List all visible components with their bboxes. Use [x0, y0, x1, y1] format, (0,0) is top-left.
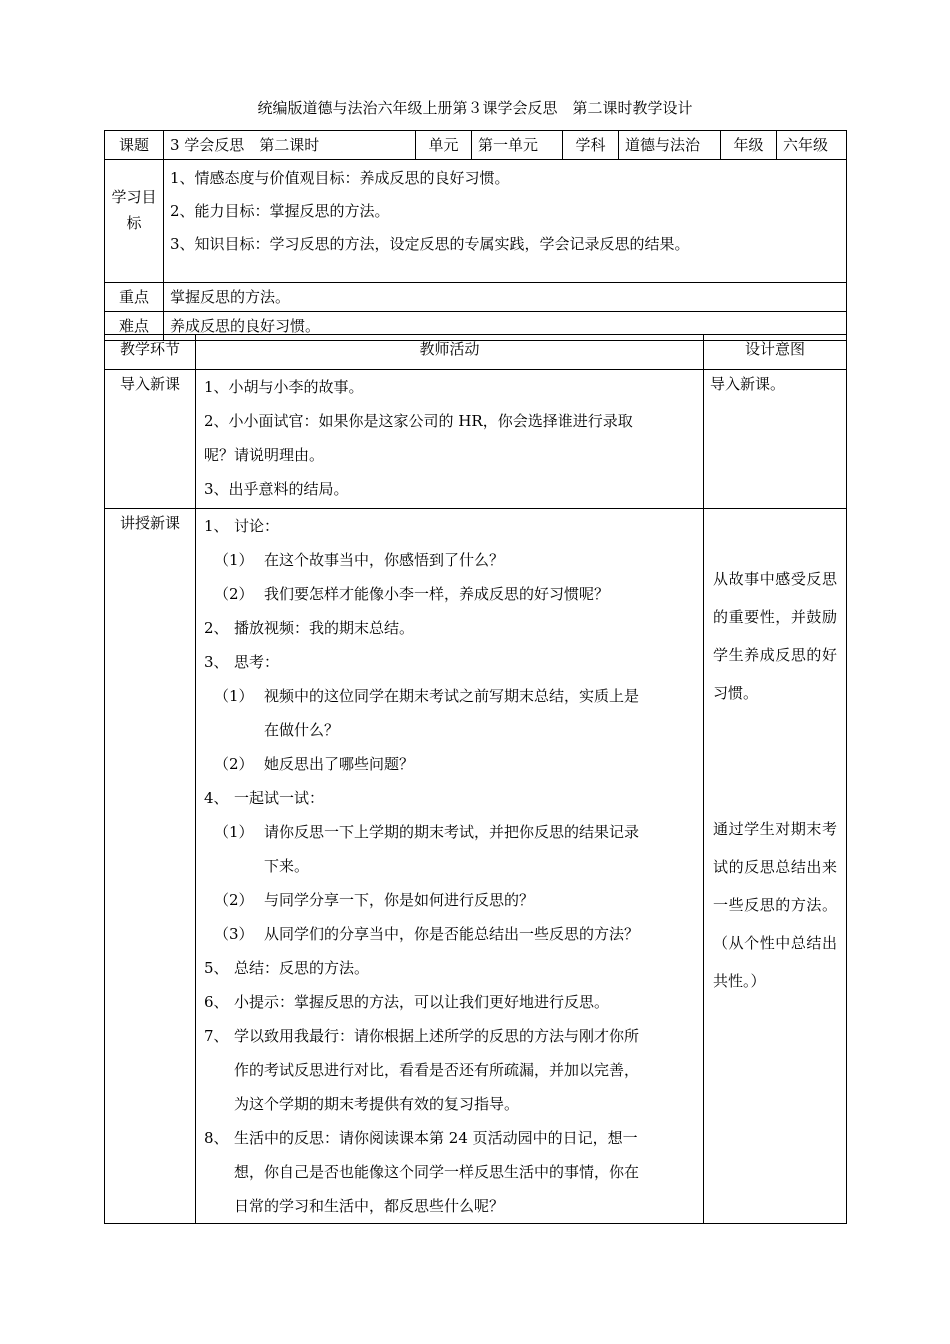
goals-cell — [164, 160, 847, 283]
difficulty-value: 养成反思的良好习惯。 — [164, 312, 847, 341]
topic-value: 3 学会反思 第二课时 — [164, 131, 416, 160]
lesson-activity — [196, 509, 704, 1224]
goals-row — [105, 160, 847, 283]
grade-value: 六年级 — [777, 131, 847, 160]
list-item: 7、 学以致用我最行：请你根据上述所学的反思的方法与刚才你所 — [204, 1027, 640, 1045]
activity-header: 教师活动 — [196, 335, 704, 370]
sub-item-continued: 在做什么？ — [264, 721, 340, 739]
grade-label: 年级 — [721, 131, 777, 160]
intent-paragraph: 通过学生对期末考试的反思总结出来一些反思的方法。（从个性中总结出共性。） — [713, 820, 837, 990]
intent-paragraph: 从故事中感受反思的重要性，并鼓励学生养成反思的好习惯。 — [713, 570, 837, 702]
key-point-row — [105, 283, 847, 312]
key-point-label: 重点 — [105, 283, 164, 312]
list-item: 6、 小提示：掌握反思的方法，可以让我们更好地进行反思。 — [204, 993, 610, 1011]
list-item: 1、 讨论： — [204, 517, 280, 535]
sub-item: （1） 请你反思一下上学期的期末考试，并把你反思的结果记录 — [214, 823, 640, 841]
intro-stage: 导入新课 — [105, 370, 196, 509]
sub-item: （1） 在这个故事当中，你感悟到了什么？ — [214, 551, 505, 569]
list-item: 8、 生活中的反思：请你阅读课本第 24 页活动园中的日记，想一 — [204, 1129, 638, 1147]
goals-label: 学习目标 — [105, 160, 164, 283]
list-item: 5、 总结：反思的方法。 — [204, 959, 370, 977]
info-row — [105, 131, 847, 160]
goal-item: 2、能力目标：掌握反思的方法。 — [170, 202, 390, 220]
difficulty-label: 难点 — [105, 312, 164, 341]
intro-activity — [196, 370, 704, 509]
list-item: 2、 播放视频：我的期末总结。 — [204, 619, 415, 637]
intro-line: 3、出乎意料的结局。 — [204, 480, 349, 498]
intent-header: 设计意图 — [704, 335, 847, 370]
intro-line: 1、小胡与小李的故事。 — [204, 378, 364, 396]
unit-label: 单元 — [416, 131, 472, 160]
lesson-info-table — [104, 130, 847, 341]
intro-line: 2、小小面试官：如果你是这家公司的 HR，你会选择谁进行录取 — [204, 412, 633, 430]
lesson-intent — [704, 509, 847, 1224]
subject-value: 道德与法治 — [619, 131, 721, 160]
sub-item: （2） 她反思出了哪些问题？ — [214, 755, 415, 773]
list-item-continued: 想，你自己是否也能像这个同学一样反思生活中的事情，你在 — [234, 1163, 640, 1181]
goal-item: 1、情感态度与价值观目标：养成反思的良好习惯。 — [170, 169, 510, 187]
list-item-continued: 为这个学期的期末考提供有效的复习指导。 — [234, 1095, 520, 1113]
sub-item: （2） 我们要怎样才能像小李一样，养成反思的好习惯呢？ — [214, 585, 610, 603]
lesson-stage: 讲授新课 — [105, 509, 196, 1224]
intro-intent: 导入新课。 — [704, 370, 847, 509]
subject-label: 学科 — [563, 131, 619, 160]
list-item-continued: 作的考试反思进行对比，看看是否还有所疏漏，并加以完善， — [234, 1061, 640, 1079]
intro-line: 呢？请说明理由。 — [204, 446, 325, 464]
list-item: 3、 思考： — [204, 653, 280, 671]
list-item-continued: 日常的学习和生活中，都反思些什么呢？ — [234, 1197, 505, 1215]
page-title: 统编版道德与法治六年级上册第３课学会反思 第二课时教学设计 — [257, 99, 693, 117]
list-item: 4、 一起试一试： — [204, 789, 325, 807]
sub-item: （2） 与同学分享一下，你是如何进行反思的？ — [214, 891, 535, 909]
sub-item: （1） 视频中的这位同学在期末考试之前写期末总结，实质上是 — [214, 687, 640, 705]
sub-item: （3） 从同学们的分享当中，你是否能总结出一些反思的方法？ — [214, 925, 640, 943]
sub-item-continued: 下来。 — [264, 857, 310, 875]
unit-value: 第一单元 — [472, 131, 563, 160]
lesson-row — [105, 509, 847, 1224]
goal-item: 3、知识目标：学习反思的方法，设定反思的专属实践，学会记录反思的结果。 — [170, 235, 690, 253]
stage-header: 教学环节 — [105, 335, 196, 370]
header-row — [105, 335, 847, 370]
teaching-process-table — [104, 334, 847, 1224]
key-point-value: 掌握反思的方法。 — [164, 283, 847, 312]
topic-label: 课题 — [105, 131, 164, 160]
intro-row — [105, 370, 847, 509]
